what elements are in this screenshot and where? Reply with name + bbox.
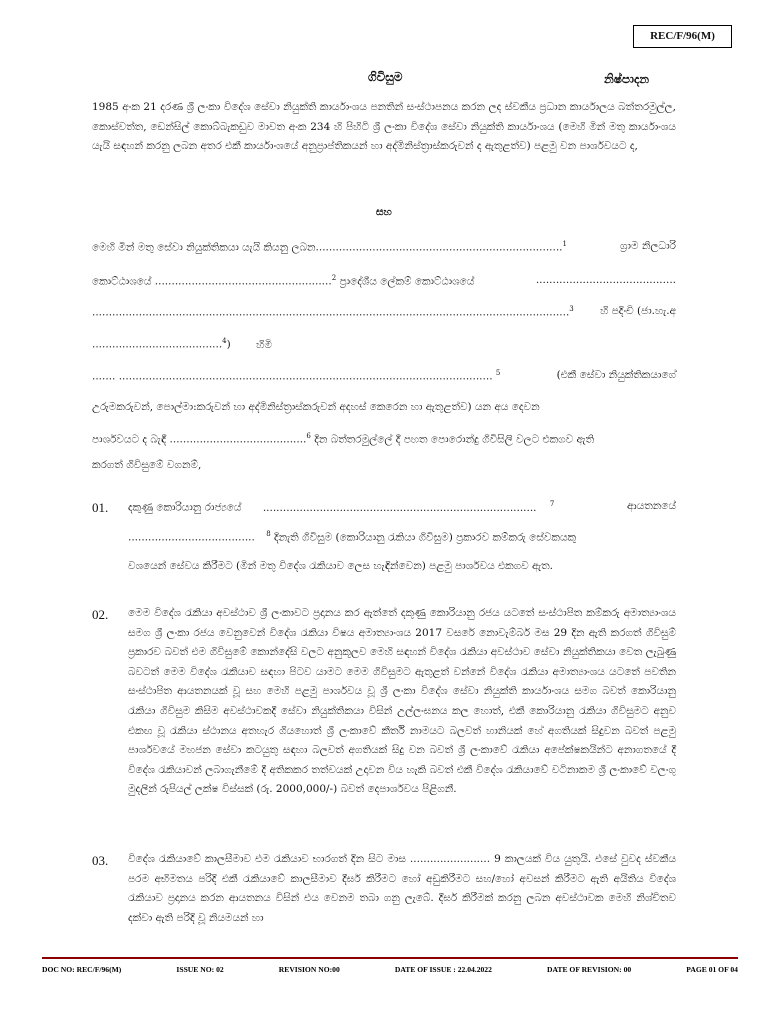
- footnote-7: 7: [549, 500, 555, 508]
- clause-1-line-2: [128, 530, 676, 545]
- clause-number: 01.: [92, 500, 109, 515]
- party2-line-2: [92, 274, 676, 289]
- clause-number: 03.: [92, 853, 109, 868]
- clause-1-line-3: වශයෙන් සේවය කිරීමට (මින් මතු විදේශ රැකියාව ලෙස හැඳින්වෙන) පළමු පාර්ශවය එකගව ඇත.: [128, 560, 554, 572]
- footer-date-of-issue: DATE OF ISSUE : 22.04.2022: [394, 965, 492, 974]
- doc-reference-box: REC/F/96(M): [633, 25, 732, 48]
- employee-label: (එකී සේවා නියුක්තිකයාගේ: [556, 369, 676, 381]
- agreement-date-text: දින බත්තරමුල්ලේ දී පහත පොරොන්දු ගිවිසිලි වලට එකගව ඇති: [314, 433, 595, 446]
- footer-issue-no: ISSUE NO: 02: [176, 965, 224, 974]
- party2-line-3: [92, 305, 676, 319]
- contract-description: දිනැති ගිවිසුම (කොරියානු රැකියා ගිවිසුම) ප්‍රකාරව කම්කරු සේවකයකු: [274, 531, 577, 544]
- resident-label: හි පදිංචි (ජා.හැ.අ: [600, 305, 676, 317]
- party2-line-7: [92, 432, 676, 447]
- address-blank: ...............................................................................................................................................: [92, 306, 570, 319]
- clause-1-line-1: [128, 500, 676, 515]
- footnote-8: 8: [266, 530, 271, 538]
- korean-govt-label: දකුණු කොරියානු රාජ්‍යයේ: [128, 501, 242, 514]
- footer-page-number: PAGE 01 OF 04: [686, 965, 738, 974]
- page-title: ගිවිසුම: [368, 70, 403, 84]
- contract-date-blank: ......................................: [128, 531, 255, 544]
- party2-line-1: [92, 240, 676, 255]
- footer-divider: [42, 957, 738, 959]
- footnote-5: 5: [495, 369, 501, 377]
- footnote-2: 2: [331, 274, 337, 282]
- page-subtitle: නිෂ්පාදන: [604, 72, 650, 86]
- clause-number: 02.: [92, 607, 109, 622]
- footer-doc-no: DOC NO: REC/F/96(M): [42, 965, 122, 974]
- division-label: කොට්ඨාශයේ: [92, 275, 152, 288]
- document-footer: [42, 965, 738, 974]
- ds-division-label: ප්‍රාදේශීය ලේකම් කොට්ඨාශයේ: [339, 275, 475, 288]
- footnote-6: 6: [306, 432, 311, 440]
- party2-bound-label: පාර්ශවයට ද බැඳී: [92, 433, 167, 446]
- clause-3-text: විදේශ රැකියාවේ කාලසීමාව එම රැකියාව භාරගත් දින සිට මාස ........................ 9 කාලයක් විය යුතුයි. එසේ වුවද ස්වකීය පරම අභිමතය පරිදි එකී රැකියාවේ කාලසීමාව දීර්ඝ කිරීමට හෝ අඩුකිරීමට සහ/හෝ අවසන් කිරීමට ඇති අයිතිය විදේශ රැකියාව ප්‍රදානය කරන ආයතනය විසින් එය වෙනම තබා ගනු ලැබේ. දීර්ඝ කිරීමක් කරනු ලබන අවස්ථාවක මෙහි නිශ්චිතව දක්වා ඇති පරිදි වූ නියමයන් හා: [128, 853, 676, 924]
- gn-division-label: ග්‍රාම නිලධාරි: [620, 240, 676, 252]
- party2-line-5: [92, 369, 676, 383]
- and-separator: සහ: [376, 206, 392, 218]
- footer-date-of-revision: DATE OF REVISION: 00: [546, 965, 632, 974]
- name-blank-prefix: .......: [92, 370, 116, 383]
- institution-label: ආයතනයේ: [627, 500, 676, 512]
- footnote-3: 3: [569, 305, 574, 313]
- footer-revision-no: REVISION NO:00: [278, 965, 340, 974]
- holder-label: හිමි: [256, 338, 272, 351]
- gn-division-blank: .....................................................: [154, 275, 332, 288]
- party2-line-6: උරුමකරුවන්, පොල්මා:කරුවන් හා අද්මිනිස්ත්‍රාස්කරුවන් අදහස් කෙරෙන හා ඇතුළත්ව) යන අය දෙවන: [92, 401, 540, 413]
- footnote-1: 1: [562, 240, 567, 248]
- party2-line-8: කරගත් ගිවිසුමේ වගනම්,: [92, 459, 202, 471]
- clause-2-text: මෙම විදේශ රැකියා අවස්ථාව ශ්‍රී ලංකාවට ප්‍රදානය කර ඇත්තේ දකුණු කොරියානු රජය යටතේ සංස්ථාපිත කම්කරු අමාත්‍යාංශය සමග ශ්‍රී ලංකා රජය වෙනුවෙන් විදේශ රැකියා විෂය අමාත්‍යාංශය 2017 වසරේ නොවැම්බර් මස 29 දින ඇති කරගත් ගිවිසුම් ප්‍රකාරව බවත් එම ගිවිසුමේ කොන්දේසි වලට අනුකූලව මෙහි සඳහන් විදේශ රැකියා අවස්ථාව සේවා නියුක්තිකයා වෙත ලැබුණු බවටත් මෙම විදේශ රැකියාව සඳහා පිටව යාමට මෙම ගිවිසුමට ඇතුළත් වන්නේ විදේශ රැකියා අමාත්‍යාංශය යටතේ පවතින සංස්ථාපිත ආයතනයක් වූ සහ මෙහි පළමු පාර්ශවය වූ ශ්‍රී ලංකා විදේශ සේවා නියුක්ති කාර්යාංශය සමග බවත් කොරියානු රැකියා ගිවිසුම කිසිම අවස්ථාවකදී සේවා නියුක්තිකයා විසින් උල්ලංඝනය කල හොත්, එකී කොරියානු රැකියා ගිවිසුමට අනුව එකඟ වූ රැකියා ස්ථානය අතහැර ගියහොත් ශ්‍රී ලංකාවේ කීර්ති නාමයට බලවත් හානියක් හේ අගතියක් සිදුවන බවත් පළමු පාර්ශවයේ මහජන සේවා කටයුතු සඳහා බලවත් අගතියක් සිදු වන බවත් ශ්‍රී ලංකාවේ රැකියා අපේක්ෂකයින්ට අනාගතයේ දී විදේශ රැකියාවන් ලබාගැනීමේ දී අතිකකර තත්වයක් උදාවන විය හැකි බවත් එකී විදේශ රැකියාවේ වටිනාකම ශ්‍රී ලංකාවේ වලංගු මුදලින් රුපියල් ලක්ෂ විස්සක් (රු. 2000,000/-) බවත් දෙපාර්ශවය පිළිගනී.: [128, 607, 677, 796]
- name-blank: ..........................................................................: [315, 241, 563, 254]
- nic-blank: .......................................: [92, 338, 223, 351]
- date-blank: .........................................: [169, 433, 307, 446]
- party2-line-4: .......................................$^4$) හිමි: [92, 337, 272, 351]
- footnote-4: 4: [222, 337, 227, 345]
- party2-intro-text: මෙහි මින් මතු සේවා නියුක්තිකයා යැයි කියනු ලබන: [92, 241, 316, 254]
- ds-division-blank: ..........................................: [535, 274, 676, 286]
- fullname-blank: ................................................................................................................: [118, 370, 493, 383]
- intro-paragraph: 1985 අංක 21 දරණ ශ්‍රී ලංකා විදේශ සේවා නියුක්ති කාර්යාංශය පනතින් සංස්ථාපනය කරන ලද ස්වකීය ප්‍රධාන කාර්යාලය බත්තරමුල්ල, කොස්වත්ත, ඩෙන්සිල් කොබ්බැකඩුව මාවත අංක 234 හි පිහිටි ශ්‍රී ලංකා විදේශ සේවා නියුක්ති කාර්යාංශය (මෙහි මින් මතු කාර්යාංශය යැයි සඳහන් කරනු ලබන අතර එකී කාර්යාංශයේ අනුප්‍රාප්තිකයන් හා අද්මිනිස්ත්‍රාස්කරුවන් ද ඇතුළත්ව) පළමු වන පාර්ශවයට ද,: [92, 101, 676, 152]
- employer-blank: ..................................................................................: [262, 501, 537, 514]
